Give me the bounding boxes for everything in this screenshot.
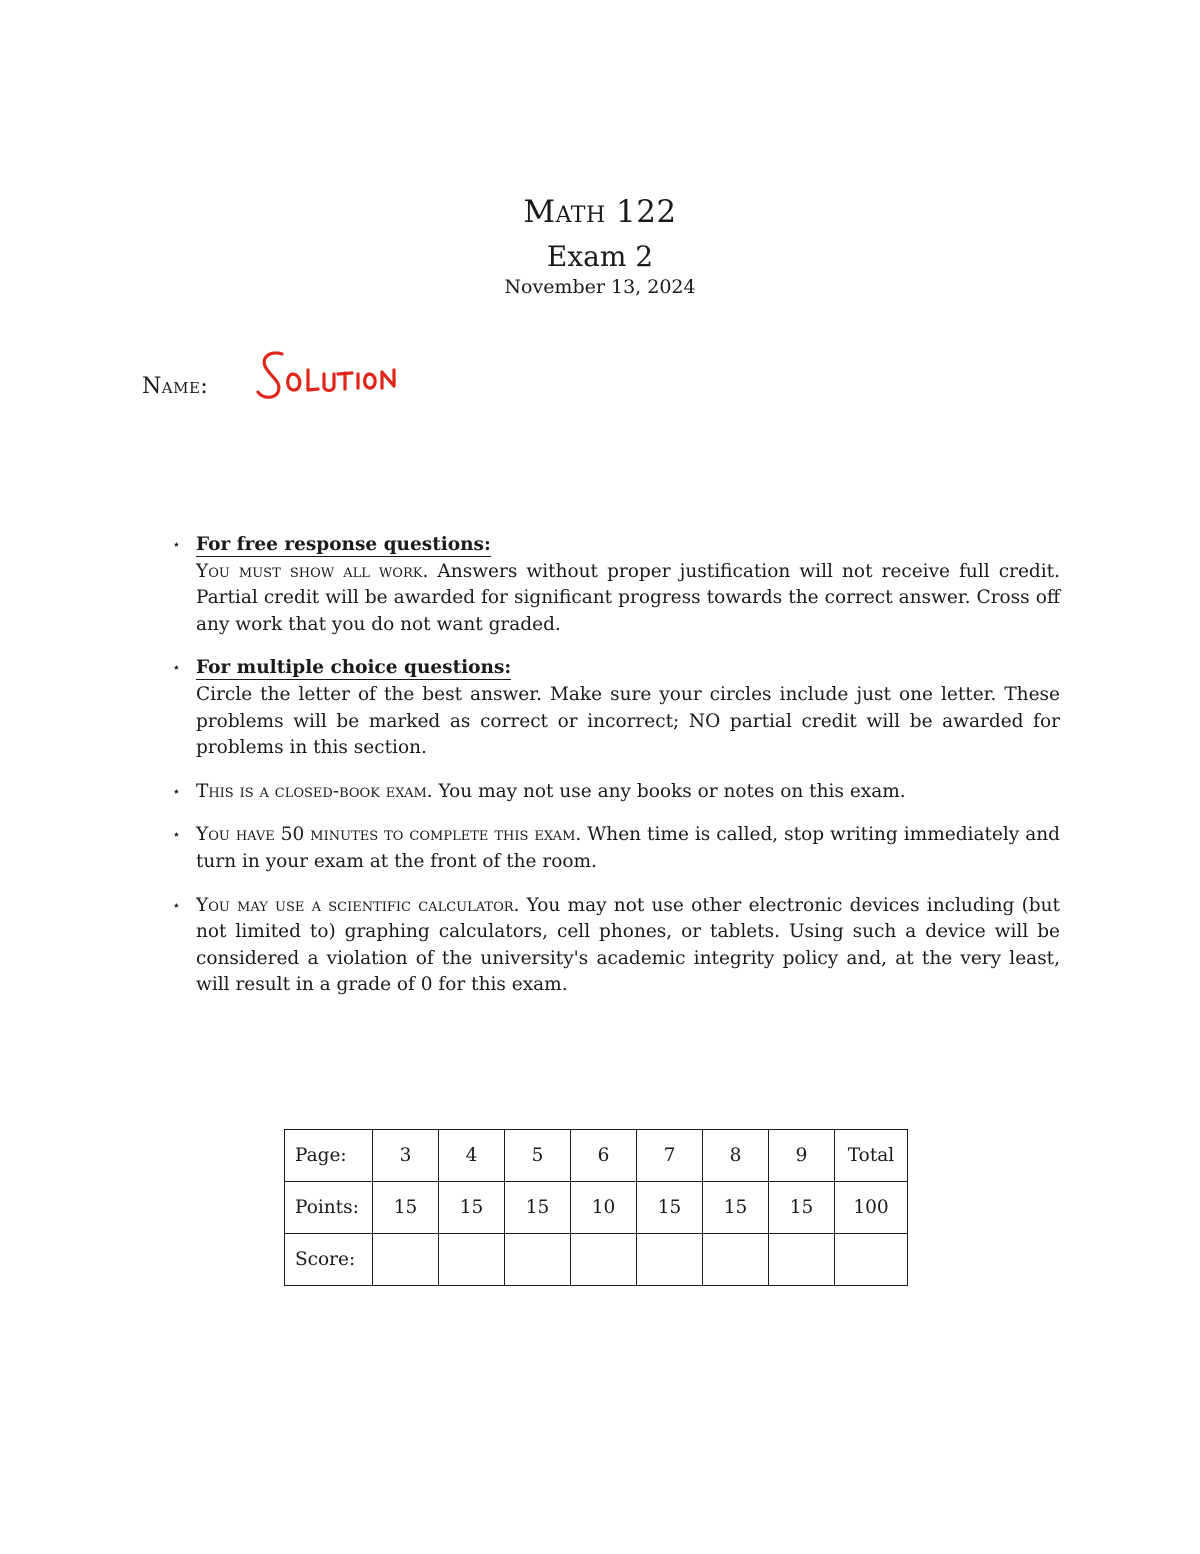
row-label: Page: <box>285 1130 373 1182</box>
star-bullet-icon: ⋆ <box>172 537 181 553</box>
points-cell-total: 100 <box>835 1182 908 1234</box>
multiple-choice-text: Circle the letter of the best answer. Make sure your circles include just one letter. These problems will be marked as correct or incorrect; NO partial credit will be awarded for problems in this section. <box>196 683 1060 759</box>
multiple-choice-heading: For multiple choice questions: <box>196 657 512 679</box>
emphasis-text: You may use a scientific calculator. <box>196 894 520 916</box>
page-cell: 3 <box>373 1130 439 1182</box>
instructions-list <box>172 532 1060 1016</box>
row-label: Score: <box>285 1234 373 1286</box>
body-text: You may not use other electronic devices including (but not limited to) graphing calculators, cell phones, or tablets. Using such a device will be considered a violation of the university's academic integrity policy and, at the very least, will result in a grade of 0 for this exam. <box>196 894 1060 996</box>
score-cell <box>703 1234 769 1286</box>
points-cell: 15 <box>373 1182 439 1234</box>
instruction-multiple-choice <box>172 655 1060 761</box>
points-cell: 15 <box>769 1182 835 1234</box>
page-cell: 4 <box>439 1130 505 1182</box>
points-cell: 15 <box>703 1182 769 1234</box>
star-bullet-icon: ⋆ <box>172 660 181 677</box>
page-cell: 7 <box>637 1130 703 1182</box>
body-text: When time is called, stop writing immediately and turn in your exam at the front of the room. <box>196 824 1061 872</box>
instruction-free-response <box>172 532 1060 638</box>
body-text: Answers without proper justification will not receive full credit. Partial credit will be awarded for significant progress towards the correct answer. Cross off any work that you do not want graded. <box>196 560 1060 635</box>
course-title: Math 122 <box>523 194 677 230</box>
table-row-page <box>285 1130 908 1182</box>
exam-title: Exam 2 <box>546 240 654 273</box>
points-cell: 15 <box>637 1182 703 1234</box>
score-cell <box>769 1234 835 1286</box>
page-cell: 9 <box>769 1130 835 1182</box>
table-row-score <box>285 1234 908 1286</box>
name-field <box>142 366 642 410</box>
score-cell <box>505 1234 571 1286</box>
score-table <box>284 1129 908 1286</box>
emphasis-text: You have 50 minutes to complete this exam. <box>196 824 582 846</box>
score-cell <box>373 1234 439 1286</box>
points-cell: 15 <box>505 1182 571 1234</box>
instruction-time-limit <box>172 822 1060 875</box>
name-label: Name: <box>142 374 209 399</box>
emphasis-text: This is a closed-book exam. <box>196 780 433 802</box>
star-bullet-icon: ⋆ <box>172 827 181 844</box>
handwritten-name-signature <box>252 344 402 404</box>
instruction-closed-book <box>172 779 1060 806</box>
star-bullet-icon: ⋆ <box>172 783 181 800</box>
page-cell: 8 <box>703 1130 769 1182</box>
free-response-heading: For free response questions: <box>196 534 491 555</box>
page-cell-total: Total <box>835 1130 908 1182</box>
score-cell <box>571 1234 637 1286</box>
score-cell <box>439 1234 505 1286</box>
row-label: Points: <box>285 1182 373 1234</box>
points-cell: 10 <box>571 1182 637 1234</box>
table-row-points <box>285 1182 908 1234</box>
page-cell: 5 <box>505 1130 571 1182</box>
emphasis-text: You must show all work. <box>196 560 429 582</box>
points-cell: 15 <box>439 1182 505 1234</box>
exam-date: November 13, 2024 <box>504 276 696 298</box>
score-cell-total <box>835 1234 908 1286</box>
page-cell: 6 <box>571 1130 637 1182</box>
score-cell <box>637 1234 703 1286</box>
body-text: You may not use any books or notes on this exam. <box>432 780 906 802</box>
free-response-text <box>196 559 1060 639</box>
instruction-calculator <box>172 893 1060 999</box>
star-bullet-icon: ⋆ <box>172 897 181 914</box>
